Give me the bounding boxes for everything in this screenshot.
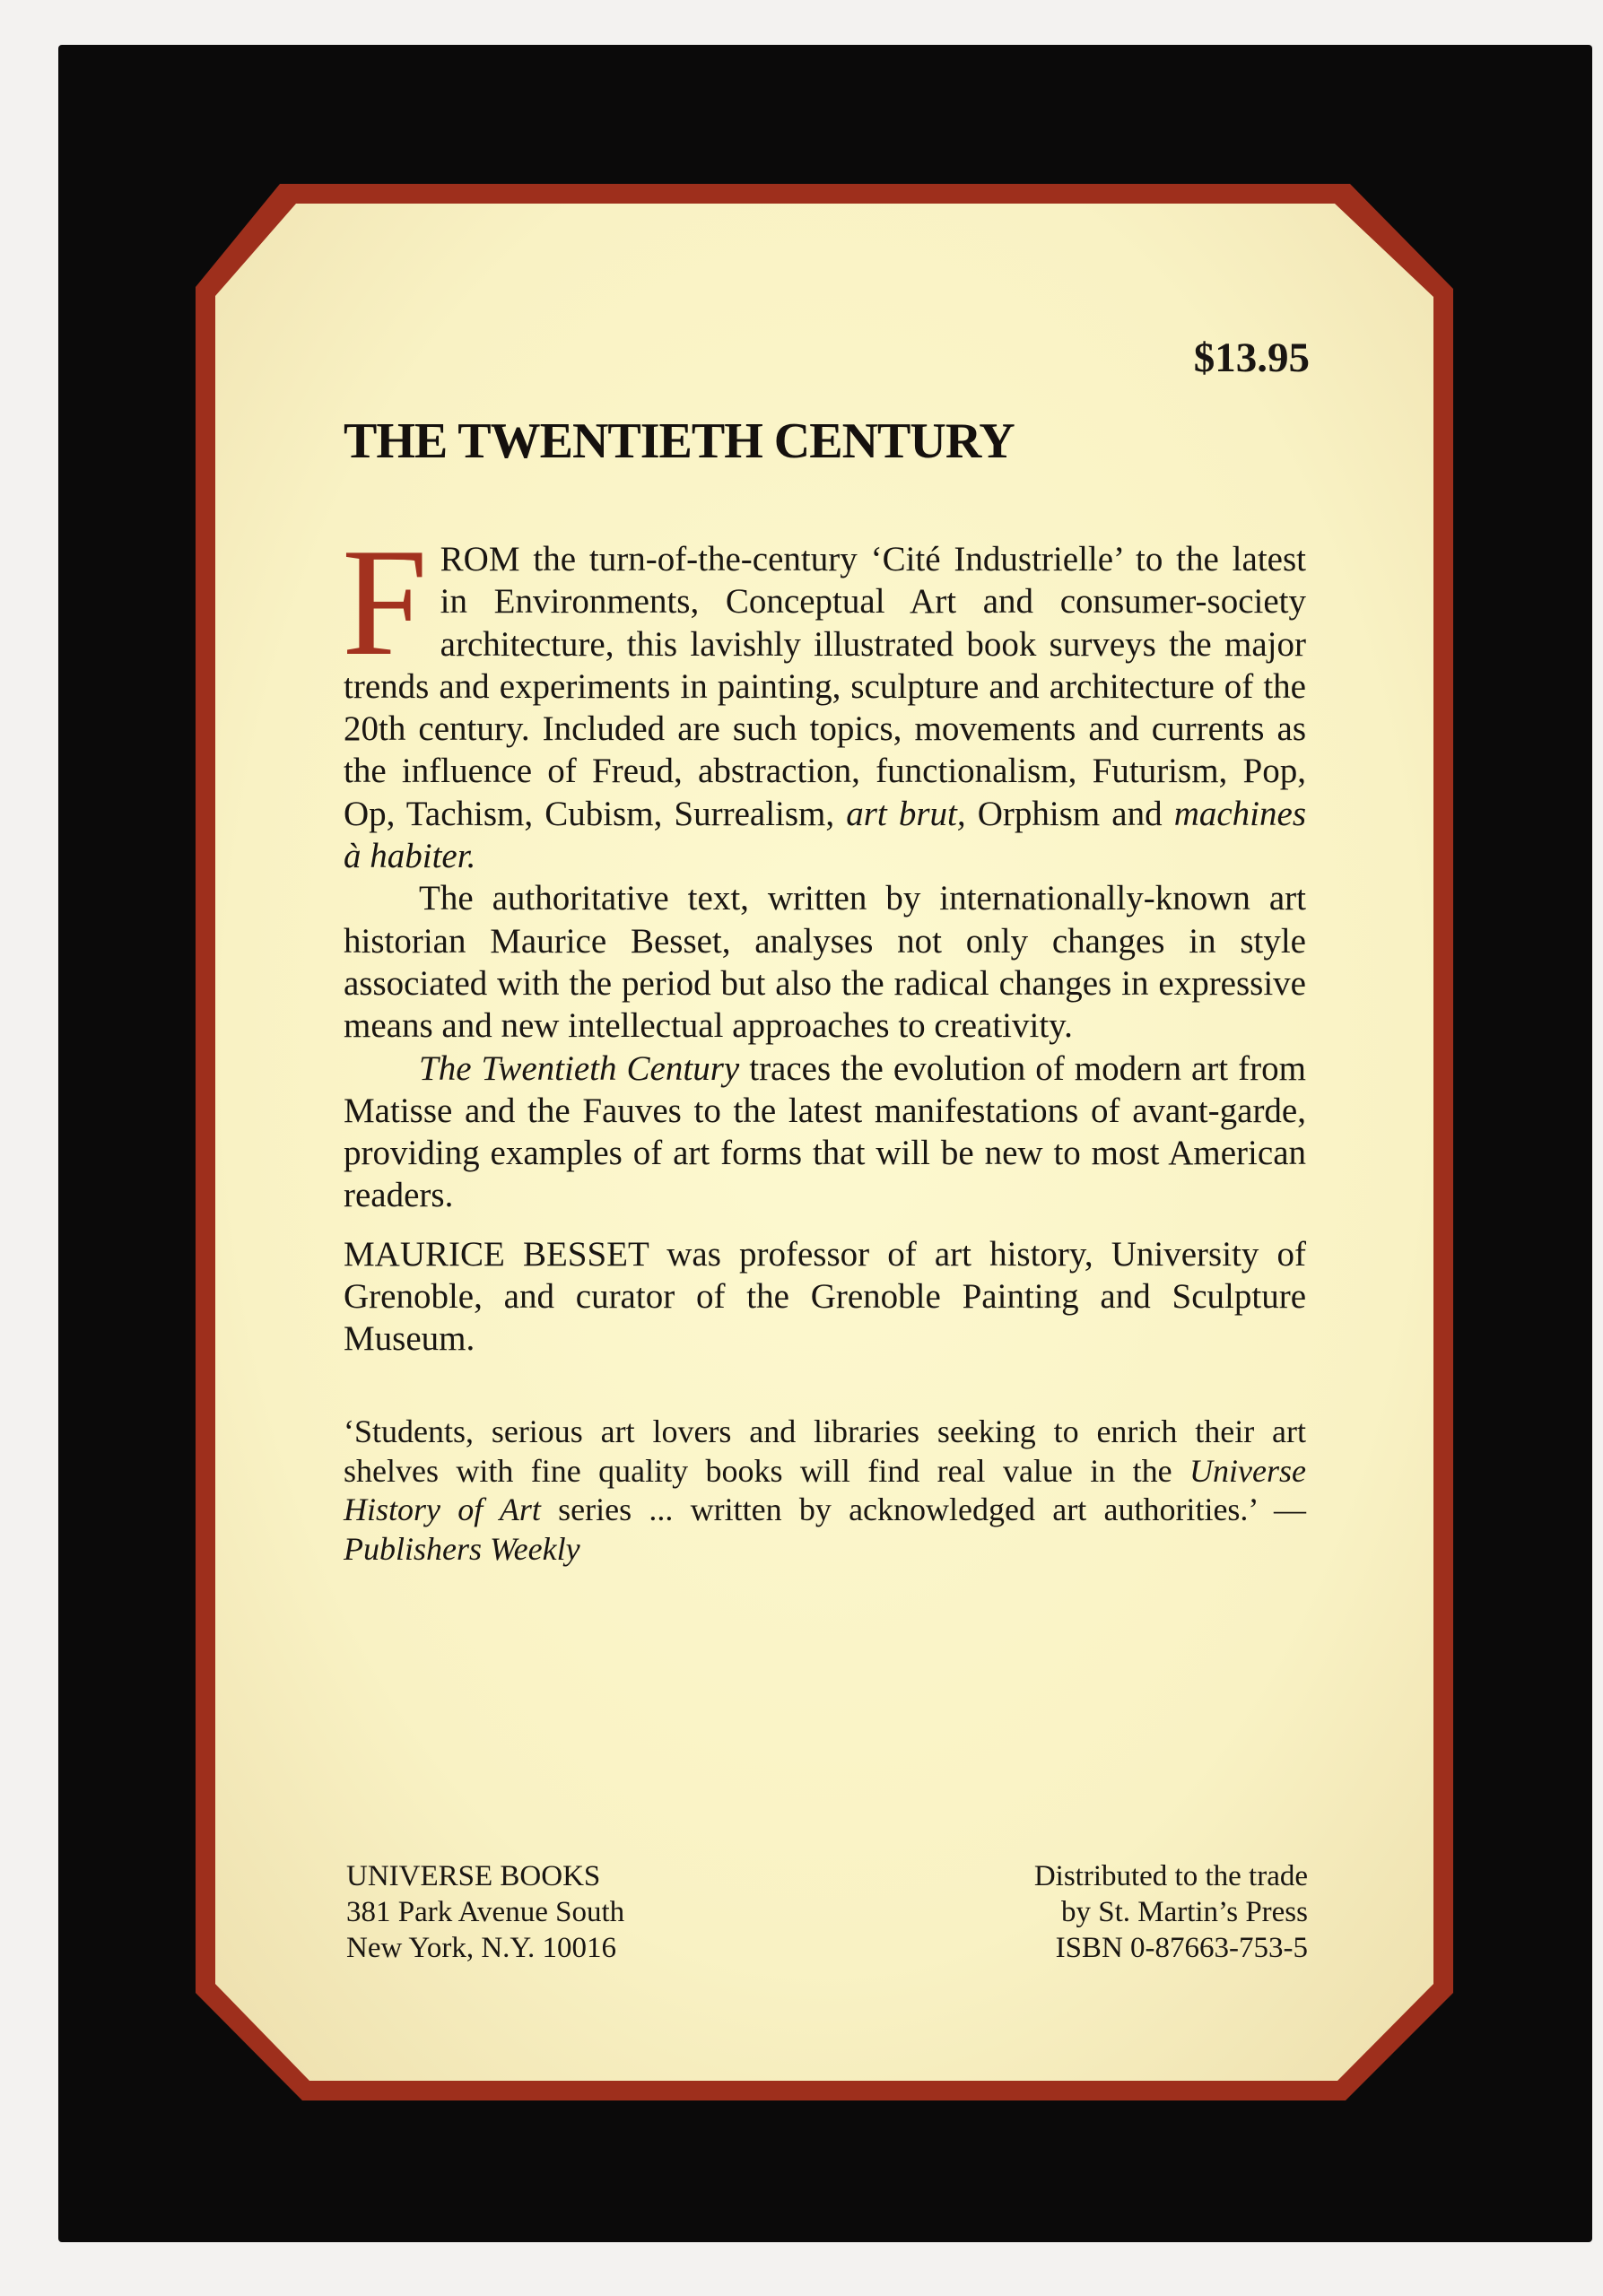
- price-label: $13.95: [1193, 335, 1310, 381]
- publisher-address: [346, 1858, 624, 1966]
- description-paragraph-1: [342, 517, 1307, 877]
- review-italic-series: Universe History of Art: [344, 1452, 1306, 1527]
- drop-cap-letter: F: [342, 517, 428, 688]
- description-italic-machines: machines à habiter.: [344, 794, 1307, 876]
- isbn: ISBN 0-87663-753-5: [1055, 1932, 1308, 1964]
- review-text-1: ‘Students, serious art lovers and libraries seeking to enrich their art shelves with fine quality books will find real value in the: [344, 1413, 1306, 1489]
- review-source: Publishers Weekly: [344, 1530, 580, 1567]
- description-paragraph-2: The authoritative text, written by internationally-known art historian Maurice Besset, analyses not only changes in style associated with the period but also the radical changes in expressive means and new intellectual approaches to creativity.: [344, 879, 1306, 1046]
- description-text-start: ROM the turn-of-the-century ‘Cité Industrielle’ to the latest in Environments, Conceptual Art and consumer-society architecture, this lavishly illustrated book surveys the major trends and experiments in painting, sculpture and architecture of the 20th century. Included are such topics, movements and currents as the influence of Freud, abstraction, functionalism, Futurism, Pop, Op, Tachism, Cubism, Surrealism,: [344, 540, 1306, 833]
- author-bio: MAURICE BESSET was professor of art history, University of Grenoble, and curator of the Grenoble Painting and Sculpture Museum.: [344, 1234, 1306, 1359]
- publisher-name: UNIVERSE BOOKS: [346, 1860, 601, 1892]
- description-text-p3: traces the evolution of modern art from Matisse and the Fauves to the latest manifestations of avant-garde, providing examples of art forms that will be new to most American readers.: [344, 1048, 1306, 1215]
- publisher-address-line-2: New York, N.Y. 10016: [346, 1932, 617, 1964]
- description-italic-art-brut: art brut,: [846, 794, 966, 833]
- distribution-line-1: Distributed to the trade: [1033, 1860, 1308, 1892]
- distribution-line-2: by St. Martin’s Press: [1060, 1896, 1308, 1928]
- book-title: THE TWENTIETH CENTURY: [344, 413, 1015, 469]
- book-description: [342, 517, 1307, 1361]
- description-paragraph-3: [344, 1048, 1306, 1217]
- review-quote: [344, 1413, 1306, 1569]
- distribution-info: [951, 1858, 1308, 1966]
- description-italic-title: The Twentieth Century: [419, 1048, 740, 1088]
- review-text-2: series ... written by acknowledged art authorities.’ —: [540, 1492, 1306, 1527]
- publisher-address-line-1: 381 Park Avenue South: [346, 1896, 625, 1928]
- description-text-mid: Orphism and: [965, 794, 1174, 833]
